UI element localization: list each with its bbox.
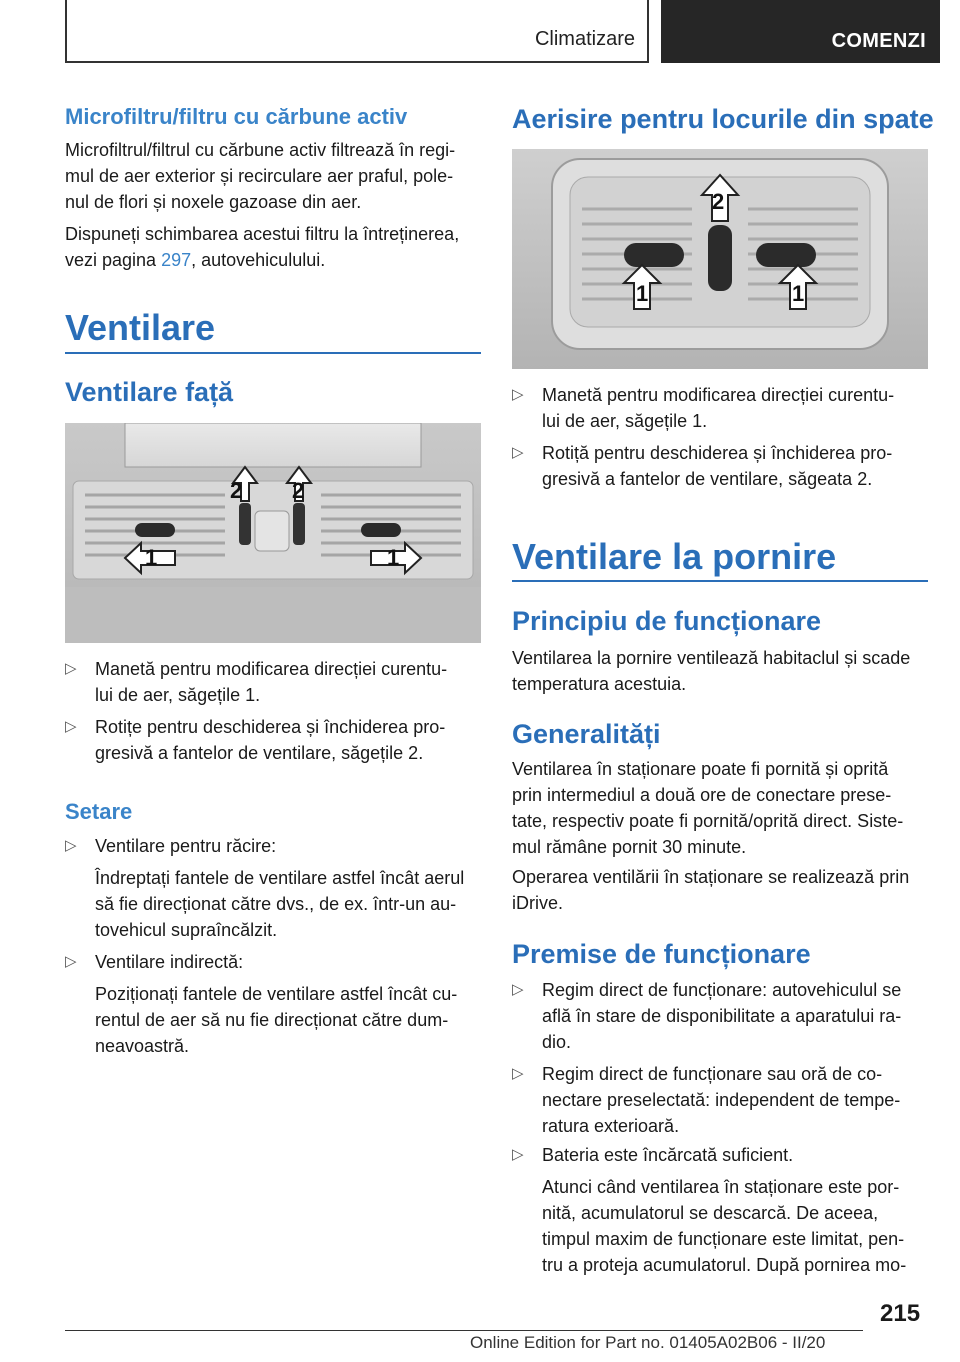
list-item <box>512 440 928 492</box>
text-line: Operarea ventilării în staționare se realizează prin <box>512 867 910 887</box>
text-line: rentul de aer să nu fie direcționat către dum- <box>95 1010 449 1030</box>
setting-heading: Setare <box>65 799 133 824</box>
list-item-text <box>542 440 892 492</box>
microfilter-paragraph-2 <box>65 221 459 273</box>
page-link[interactable]: 297 <box>161 250 192 270</box>
general-paragraph-1 <box>512 756 903 860</box>
text-line: iDrive. <box>512 893 564 913</box>
text-line: tate, respectiv poate fi pornită/oprită direct. Siste- <box>512 811 904 831</box>
principle-paragraph <box>512 645 910 697</box>
text-line: nul de flori și noxele gazoase din aer. <box>65 192 362 212</box>
text-line: ratura exterioară. <box>542 1116 680 1136</box>
list-item <box>65 949 481 1055</box>
heading-rule <box>512 580 928 582</box>
header-chapter-tab <box>661 0 940 63</box>
text-line: află în stare de disponibilitate a aparatului ra- <box>542 1006 902 1026</box>
callout-label: 2 <box>230 478 243 503</box>
triangle-bullet-icon: ▷ <box>512 444 524 461</box>
text-line: nită, acumulatorul se descarcă. De aceea, <box>542 1203 879 1223</box>
list-item <box>512 1142 928 1282</box>
front-ventilation-heading: Ventilare față <box>65 377 234 407</box>
prerequisites-heading: Premise de funcționare <box>512 939 811 969</box>
list-item <box>65 833 481 939</box>
text-line: mul de aer exterior și recirculare aer praful, pole- <box>65 166 454 186</box>
text-line: lui de aer, săgețile 1. <box>542 411 708 431</box>
ventilation-heading: Ventilare <box>65 307 216 348</box>
text-line: Manetă pentru modificarea direcției curentu- <box>95 659 448 679</box>
list-item-text <box>95 714 445 766</box>
text-line: prin intermediul a două ore de conectare prese- <box>512 785 892 805</box>
text-line: nectare preselectată: independent de tempe- <box>542 1090 901 1110</box>
text-line <box>65 247 459 273</box>
rear-vent-illustration <box>512 149 928 369</box>
front-vent-figure <box>65 423 481 643</box>
text-line: dio. <box>542 1032 572 1052</box>
triangle-bullet-icon: ▷ <box>65 953 77 970</box>
rear-ventilation-heading: Aerisire pentru locurile din spate <box>512 104 934 134</box>
list-item <box>512 1061 928 1139</box>
list-item-text <box>95 949 457 1059</box>
text-line: Dispuneți schimbarea acestui filtru la întreținerea, <box>65 224 460 244</box>
heading-rule <box>65 352 481 354</box>
text-line: temperatura acestuia. <box>512 674 687 694</box>
triangle-bullet-icon: ▷ <box>65 718 77 735</box>
text-line: Îndreptați fantele de ventilare astfel încât aerul <box>95 868 465 888</box>
text-line: timpul maxim de funcționare este limitat, pen- <box>542 1229 905 1249</box>
list-item-text <box>542 1142 906 1278</box>
text-line: Atunci când ventilarea în staționare este por- <box>542 1177 900 1197</box>
callout-label: 1 <box>636 281 649 306</box>
list-item <box>512 382 928 434</box>
text-line: Regim direct de funcționare: autovehiculul se <box>542 980 902 1000</box>
triangle-bullet-icon: ▷ <box>512 1065 524 1082</box>
list-item <box>65 656 481 708</box>
list-item-text <box>95 656 447 708</box>
startup-ventilation-heading: Ventilare la pornire <box>512 536 837 577</box>
triangle-bullet-icon: ▷ <box>512 386 524 403</box>
list-item <box>512 977 928 1055</box>
text-segment: vezi pagina <box>65 250 162 270</box>
text-line: Poziționați fantele de ventilare astfel încât cu- <box>95 984 458 1004</box>
text-line: gresivă a fantelor de ventilare, săgeata 2. <box>542 469 873 489</box>
text-line: tru a proteja acumulatorul. După pornirea mo- <box>542 1255 907 1275</box>
text-line: Rotițe pentru deschiderea și închiderea pro- <box>95 717 446 737</box>
header-section-tab <box>65 0 649 63</box>
general-paragraph-2 <box>512 864 909 916</box>
text-line: gresivă a fantelor de ventilare, săgețile 2. <box>95 743 424 763</box>
text-line: Ventilare indirectă: <box>95 952 244 972</box>
text-line: Manetă pentru modificarea direcției curentu- <box>542 385 895 405</box>
callout-label: 2 <box>292 478 305 503</box>
front-vent-illustration <box>65 423 481 643</box>
page-number: 215 <box>880 1300 921 1327</box>
microfilter-paragraph-1 <box>65 137 455 215</box>
list-item-text <box>542 1061 900 1139</box>
general-heading: Generalități <box>512 719 661 749</box>
triangle-bullet-icon: ▷ <box>65 837 77 854</box>
callout-label: 2 <box>712 189 725 214</box>
text-line: neavoastră. <box>95 1036 190 1056</box>
edition-note: Online Edition for Part no. 01405A02B06 - II/20 <box>470 1333 826 1352</box>
callout-label: 1 <box>145 545 158 570</box>
principle-heading: Principiu de funcționare <box>512 606 822 636</box>
triangle-bullet-icon: ▷ <box>65 660 77 677</box>
section-title: Climatizare <box>534 28 635 50</box>
text-line: lui de aer, săgețile 1. <box>95 685 261 705</box>
text-line: Rotiță pentru deschiderea și închiderea pro- <box>542 443 893 463</box>
list-item-text <box>542 977 901 1055</box>
text-line: să fie direcționat către dvs., de ex. într-un au- <box>95 894 457 914</box>
list-item <box>65 714 481 766</box>
triangle-bullet-icon: ▷ <box>512 981 524 998</box>
text-line: Bateria este încărcată suficient. <box>542 1145 794 1165</box>
callout-label: 1 <box>792 281 805 306</box>
text-line: mul rămâne pornit 30 minute. <box>512 837 747 857</box>
text-line: Ventilare pentru răcire: <box>95 836 277 856</box>
text-line: Ventilarea la pornire ventilează habitaclul și scade <box>512 648 911 668</box>
chapter-title: COMENZI <box>831 30 926 52</box>
rear-vent-figure <box>512 149 928 369</box>
text-line: Microfiltrul/filtrul cu cărbune activ filtrează în regi- <box>65 140 456 160</box>
text-segment: , autovehiculului. <box>191 250 326 270</box>
footer-rule <box>65 1330 863 1331</box>
list-item-text <box>542 382 894 434</box>
list-item-text <box>95 833 464 943</box>
text-line: tovehicul supraîncălzit. <box>95 920 278 940</box>
text-line: Ventilarea în staționare poate fi pornită și oprită <box>512 759 889 779</box>
microfilter-heading: Microfiltru/filtru cu cărbune activ <box>65 104 408 129</box>
text-line: Regim direct de funcționare sau oră de co- <box>542 1064 883 1084</box>
callout-label: 1 <box>387 545 400 570</box>
triangle-bullet-icon: ▷ <box>512 1146 524 1163</box>
